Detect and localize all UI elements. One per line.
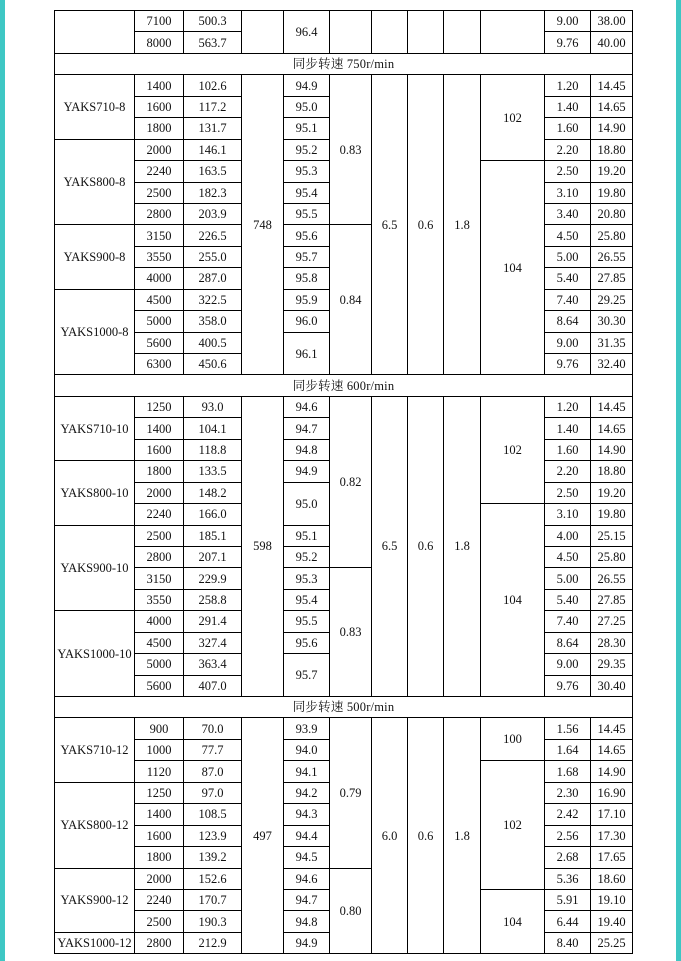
table-row: 5000 363.4 95.7 9.00 29.35 (55, 654, 633, 675)
frame-cell: 100 (481, 718, 545, 761)
frame-cell: 102 (481, 761, 545, 890)
model-cell: YAKS900-12 (55, 868, 135, 932)
section-header-row (55, 375, 633, 396)
table-row: 5600 400.5 96.1 9.00 31.35 (55, 332, 633, 353)
table-row: 1000 77.7 94.0 1.64 14.65 (55, 739, 633, 760)
power-factor-cell: 0.82 (330, 396, 372, 568)
speed-cell: 748 (242, 75, 284, 375)
table-row: YAKS800-8 2000 146.1 95.2 2.20 18.80 (55, 139, 633, 160)
left-edge-bar (0, 0, 5, 961)
table-row: YAKS1000-10 4000 291.4 95.5 7.40 27.25 (55, 611, 633, 632)
section-header-750: 同步转速 750r/min (55, 53, 633, 74)
table-row: 1800 131.7 95.1 1.60 14.90 (55, 118, 633, 139)
table-row: YAKS900-8 3150 226.5 95.6 0.84 4.50 25.80 (55, 225, 633, 246)
model-cell: YAKS710-12 (55, 718, 135, 782)
table-row: 1400 104.1 94.7 1.40 14.65 (55, 418, 633, 439)
frame-cell: 104 (481, 889, 545, 953)
table-row: 2800 203.9 95.5 3.40 20.80 (55, 203, 633, 224)
table-row: YAKS1000-8 4500 322.5 95.9 7.40 29.25 (55, 289, 633, 310)
table-row: 3150 229.9 95.3 0.83 5.00 26.55 (55, 568, 633, 589)
motor-spec-table (54, 10, 633, 954)
table-row: 4000 287.0 95.8 5.40 27.85 (55, 268, 633, 289)
model-cell: YAKS900-10 (55, 525, 135, 611)
power-factor-cell: 0.79 (330, 718, 372, 868)
table-row: 5000 358.0 96.0 8.64 30.30 (55, 311, 633, 332)
table-row: 4500 327.4 95.6 8.64 28.30 (55, 632, 633, 653)
table-row: 1400 108.5 94.3 2.42 17.10 (55, 804, 633, 825)
table-row: 2000 148.2 95.0 2.50 19.20 (55, 482, 633, 503)
table-row: YAKS1000-12 2800 212.9 94.9 8.40 25.25 (55, 932, 633, 953)
frame-cell: 102 (481, 75, 545, 161)
section-header-500: 同步转速 500r/min (55, 697, 633, 718)
model-cell: YAKS1000-12 (55, 932, 135, 953)
table-row: YAKS900-10 2500 185.1 95.1 4.00 25.15 (55, 525, 633, 546)
model-cell: YAKS1000-8 (55, 289, 135, 375)
table-row: 2500 182.3 95.4 3.10 19.80 (55, 182, 633, 203)
power-factor-cell: 0.84 (330, 225, 372, 375)
frame-cell: 102 (481, 396, 545, 503)
table-row: 5600 407.0 9.76 30.40 (55, 675, 633, 696)
table-row: 8000 563.7 9.76 40.00 (55, 32, 633, 53)
table-row: 3550 258.8 95.4 5.40 27.85 (55, 589, 633, 610)
model-cell: YAKS800-8 (55, 139, 135, 225)
table-row: 2240 170.7 94.7 104 5.91 19.10 (55, 889, 633, 910)
table-row: 2240 163.5 95.3 104 2.50 19.20 (55, 161, 633, 182)
table-row: YAKS710-12 900 70.0 497 93.9 0.79 6.0 0.6 1.8 100 1.56 14.45 (55, 718, 633, 739)
frame-cell: 104 (481, 504, 545, 697)
table-row: 2240 166.0 104 3.10 19.80 (55, 504, 633, 525)
model-cell: YAKS710-8 (55, 75, 135, 139)
table-row: 1600 123.9 94.4 2.56 17.30 (55, 825, 633, 846)
speed-cell: 598 (242, 396, 284, 696)
table-row: YAKS900-12 2000 152.6 94.6 0.80 5.36 18.60 (55, 868, 633, 889)
section-header-600: 同步转速 600r/min (55, 375, 633, 396)
table-row: YAKS710-10 1250 93.0 598 94.6 0.82 6.5 0.6 1.8 102 1.20 14.45 (55, 396, 633, 417)
table-row: 2500 190.3 94.8 6.44 19.40 (55, 911, 633, 932)
table-row: 1600 117.2 95.0 1.40 14.65 (55, 96, 633, 117)
model-cell: YAKS710-10 (55, 396, 135, 460)
efficiency-cell: 96.4 (284, 11, 330, 54)
section-header-row (55, 53, 633, 74)
right-edge-bar (676, 0, 681, 961)
power-factor-cell: 0.80 (330, 868, 372, 954)
section-header-row (55, 697, 633, 718)
model-cell: YAKS1000-10 (55, 611, 135, 697)
table-row: 3550 255.0 95.7 5.00 26.55 (55, 246, 633, 267)
table-row: 1600 118.8 94.8 1.60 14.90 (55, 439, 633, 460)
model-cell: YAKS900-8 (55, 225, 135, 289)
model-cell: YAKS800-10 (55, 461, 135, 525)
speed-cell: 497 (242, 718, 284, 954)
frame-cell: 104 (481, 161, 545, 375)
table-row: YAKS710-8 1400 102.6 748 94.9 0.83 6.5 0.6 1.8 102 1.20 14.45 (55, 75, 633, 96)
table-row: YAKS800-12 1250 97.0 94.2 2.30 16.90 (55, 782, 633, 803)
table-row: 2800 207.1 95.2 4.50 25.80 (55, 546, 633, 567)
power-factor-cell: 0.83 (330, 568, 372, 697)
table-row: 1800 139.2 94.5 2.68 17.65 (55, 847, 633, 868)
table-row: YAKS800-10 1800 133.5 94.9 2.20 18.80 (55, 461, 633, 482)
table-row: 1120 87.0 94.1 102 1.68 14.90 (55, 761, 633, 782)
table-row: 7100 500.3 96.4 9.00 38.00 (55, 11, 633, 32)
power-factor-cell: 0.83 (330, 75, 372, 225)
table-row: 6300 450.6 9.76 32.40 (55, 354, 633, 375)
model-cell: YAKS800-12 (55, 782, 135, 868)
